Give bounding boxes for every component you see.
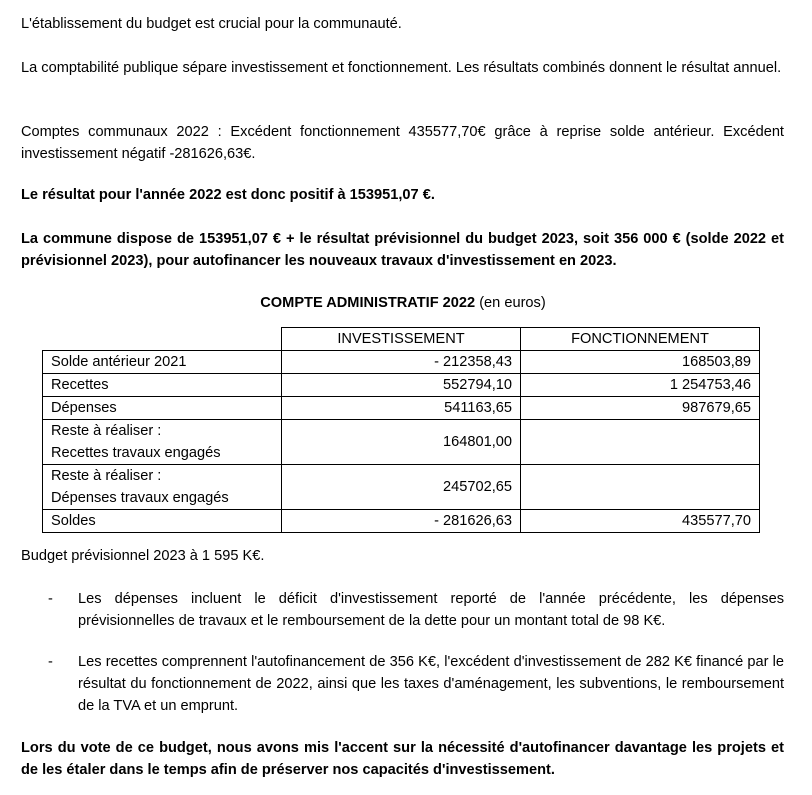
bullet-text: Les dépenses incluent le déficit d'investissement reporté de l'année précédente, les dépenses prévisionnelles de travaux et le remboursement de la dette pour un montant total de 98 K€. [78, 591, 784, 629]
bullet-marker: - [48, 654, 53, 670]
budget-paragraph: Budget prévisionnel 2023 à 1 595 K€. [21, 548, 265, 564]
bullet-marker: - [48, 591, 53, 607]
row-label-line1: Reste à réaliser : [51, 468, 162, 484]
operation-value [521, 420, 760, 465]
conclusion-paragraph: Lors du vote de ce budget, nous avons mis l'accent sur la nécessité d'autofinancer davantage les projets et de les étaler dans le temps afin de préserver nos capacités d'investissement. [21, 740, 784, 778]
table-row [43, 420, 760, 465]
intro-paragraph: L'établissement du budget est crucial pour la communauté. [21, 16, 402, 32]
table-row [43, 510, 760, 533]
table-row [43, 374, 760, 397]
table-row [43, 351, 760, 374]
table-title-unit: (en euros) [475, 295, 546, 311]
bullet-list [21, 651, 784, 717]
accounts-paragraph: Comptes communaux 2022 : Excédent fonctionnement 435577,70€ grâce à reprise solde antérieur. Excédent investissement négatif -281626,63€. [21, 124, 784, 162]
investment-value: 245702,65 [282, 465, 521, 510]
row-label: Solde antérieur 2021 [43, 351, 282, 374]
table-title-bold: COMPTE ADMINISTRATIF 2022 [260, 295, 476, 311]
row-label: Soldes [43, 510, 282, 533]
administrative-account-table [42, 327, 760, 533]
row-label: Recettes [43, 374, 282, 397]
table-header-operation: FONCTIONNEMENT [521, 328, 760, 351]
operation-value: 987679,65 [521, 397, 760, 420]
bullet-text: Les recettes comprennent l'autofinancement de 356 K€, l'excédent d'investissement de 282 K€ financé par le résultat du fonctionnement de 2022, ainsi que les taxes d'aménagement, les subventions, le remboursement de la TVA et un emprunt. [78, 654, 784, 714]
list-item [21, 651, 784, 717]
row-label-line1: Reste à réaliser : [51, 423, 162, 439]
investment-value: 164801,00 [282, 420, 521, 465]
row-label-line2: Dépenses travaux engagés [51, 490, 229, 506]
operation-value [521, 465, 760, 510]
row-label [43, 465, 282, 510]
operation-value: 435577,70 [521, 510, 760, 533]
investment-value: 552794,10 [282, 374, 521, 397]
investment-value: - 281626,63 [282, 510, 521, 533]
operation-value: 168503,89 [521, 351, 760, 374]
result-paragraph: Le résultat pour l'année 2022 est donc positif à 153951,07 €. [21, 187, 435, 203]
table-row [43, 397, 760, 420]
accounting-paragraph: La comptabilité publique sépare investissement et fonctionnement. Les résultats combinés donnent le résultat annuel. [21, 60, 782, 76]
table-row [43, 465, 760, 510]
list-item [21, 588, 784, 632]
investment-value: - 212358,43 [282, 351, 521, 374]
operation-value: 1 254753,46 [521, 374, 760, 397]
bullet-list [21, 588, 784, 632]
table-header-investment: INVESTISSEMENT [282, 328, 521, 351]
row-label: Dépenses [43, 397, 282, 420]
row-label [43, 420, 282, 465]
investment-value: 541163,65 [282, 397, 521, 420]
table-header-row [43, 328, 760, 351]
table-title [0, 292, 806, 314]
row-label-line2: Recettes travaux engagés [51, 445, 221, 461]
table-header-empty [43, 328, 282, 351]
commune-paragraph: La commune dispose de 153951,07 € + le résultat prévisionnel du budget 2023, soit 356 000 € (solde 2022 et prévisionnel 2023), pour autofinancer les nouveaux travaux d'investissement en 2023. [21, 231, 784, 269]
